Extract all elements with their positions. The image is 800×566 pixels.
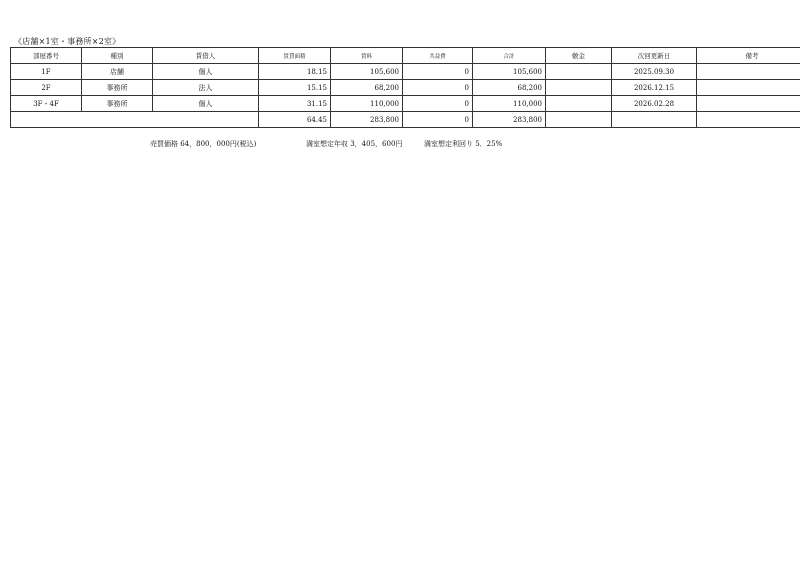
cell-deposit — [546, 64, 612, 80]
rent-roll-table — [10, 47, 800, 128]
cell-common-fee: 0 — [403, 80, 473, 96]
cell-deposit — [546, 96, 612, 112]
col-header-area: 賃貸面積 — [259, 48, 331, 64]
total-deposit — [546, 112, 612, 128]
col-header-room-no: 部屋番号 — [11, 48, 82, 64]
col-header-renewal: 次回更新日 — [612, 48, 697, 64]
col-header-remarks: 備考 — [697, 48, 800, 64]
cell-rent: 68,200 — [331, 80, 403, 96]
total-area: 64.45 — [259, 112, 331, 128]
total-remarks — [697, 112, 800, 128]
total-common-fee: 0 — [403, 112, 473, 128]
totals-label-cell — [11, 112, 259, 128]
table-row — [11, 80, 800, 96]
cell-renewal: 2026.12.15 — [612, 80, 697, 96]
total-rent: 283,800 — [331, 112, 403, 128]
totals-row — [11, 112, 800, 128]
col-header-deposit: 敷金 — [546, 48, 612, 64]
cell-tenant: 法人 — [153, 80, 259, 96]
sale-price: 売買価格 64，800，000円(税込) — [150, 140, 257, 148]
table-row — [11, 64, 800, 80]
annual-income: 満室想定年収 3，405，600円 — [306, 140, 403, 148]
cell-type: 事務所 — [82, 80, 153, 96]
cell-renewal: 2026.02.28 — [612, 96, 697, 112]
cell-rent: 110,000 — [331, 96, 403, 112]
header-row — [11, 48, 800, 64]
table-row — [11, 96, 800, 112]
col-header-rent: 賃料 — [331, 48, 403, 64]
cell-total: 105,600 — [473, 64, 546, 80]
yield: 満室想定利回り 5．25% — [424, 140, 503, 148]
cell-tenant: 個人 — [153, 96, 259, 112]
total-renewal — [612, 112, 697, 128]
document-title: 《店舗×1室・事務所×2室》 — [14, 37, 121, 46]
col-header-total: 合計 — [473, 48, 546, 64]
cell-area: 31.15 — [259, 96, 331, 112]
cell-common-fee: 0 — [403, 64, 473, 80]
cell-room-no: 2F — [11, 80, 82, 96]
cell-remarks — [697, 64, 800, 80]
cell-renewal: 2025.09.30 — [612, 64, 697, 80]
cell-deposit — [546, 80, 612, 96]
cell-rent: 105,600 — [331, 64, 403, 80]
cell-total: 68,200 — [473, 80, 546, 96]
cell-total: 110,000 — [473, 96, 546, 112]
cell-remarks — [697, 80, 800, 96]
total-total: 283,800 — [473, 112, 546, 128]
cell-common-fee: 0 — [403, 96, 473, 112]
cell-remarks — [697, 96, 800, 112]
cell-area: 15.15 — [259, 80, 331, 96]
cell-room-no: 1F — [11, 64, 82, 80]
cell-room-no: 3F・4F — [11, 96, 82, 112]
col-header-common-fee: 共益費 — [403, 48, 473, 64]
cell-type: 店舗 — [82, 64, 153, 80]
col-header-type: 種別 — [82, 48, 153, 64]
cell-tenant: 個人 — [153, 64, 259, 80]
cell-area: 18.15 — [259, 64, 331, 80]
col-header-tenant: 賃借人 — [153, 48, 259, 64]
cell-type: 事務所 — [82, 96, 153, 112]
